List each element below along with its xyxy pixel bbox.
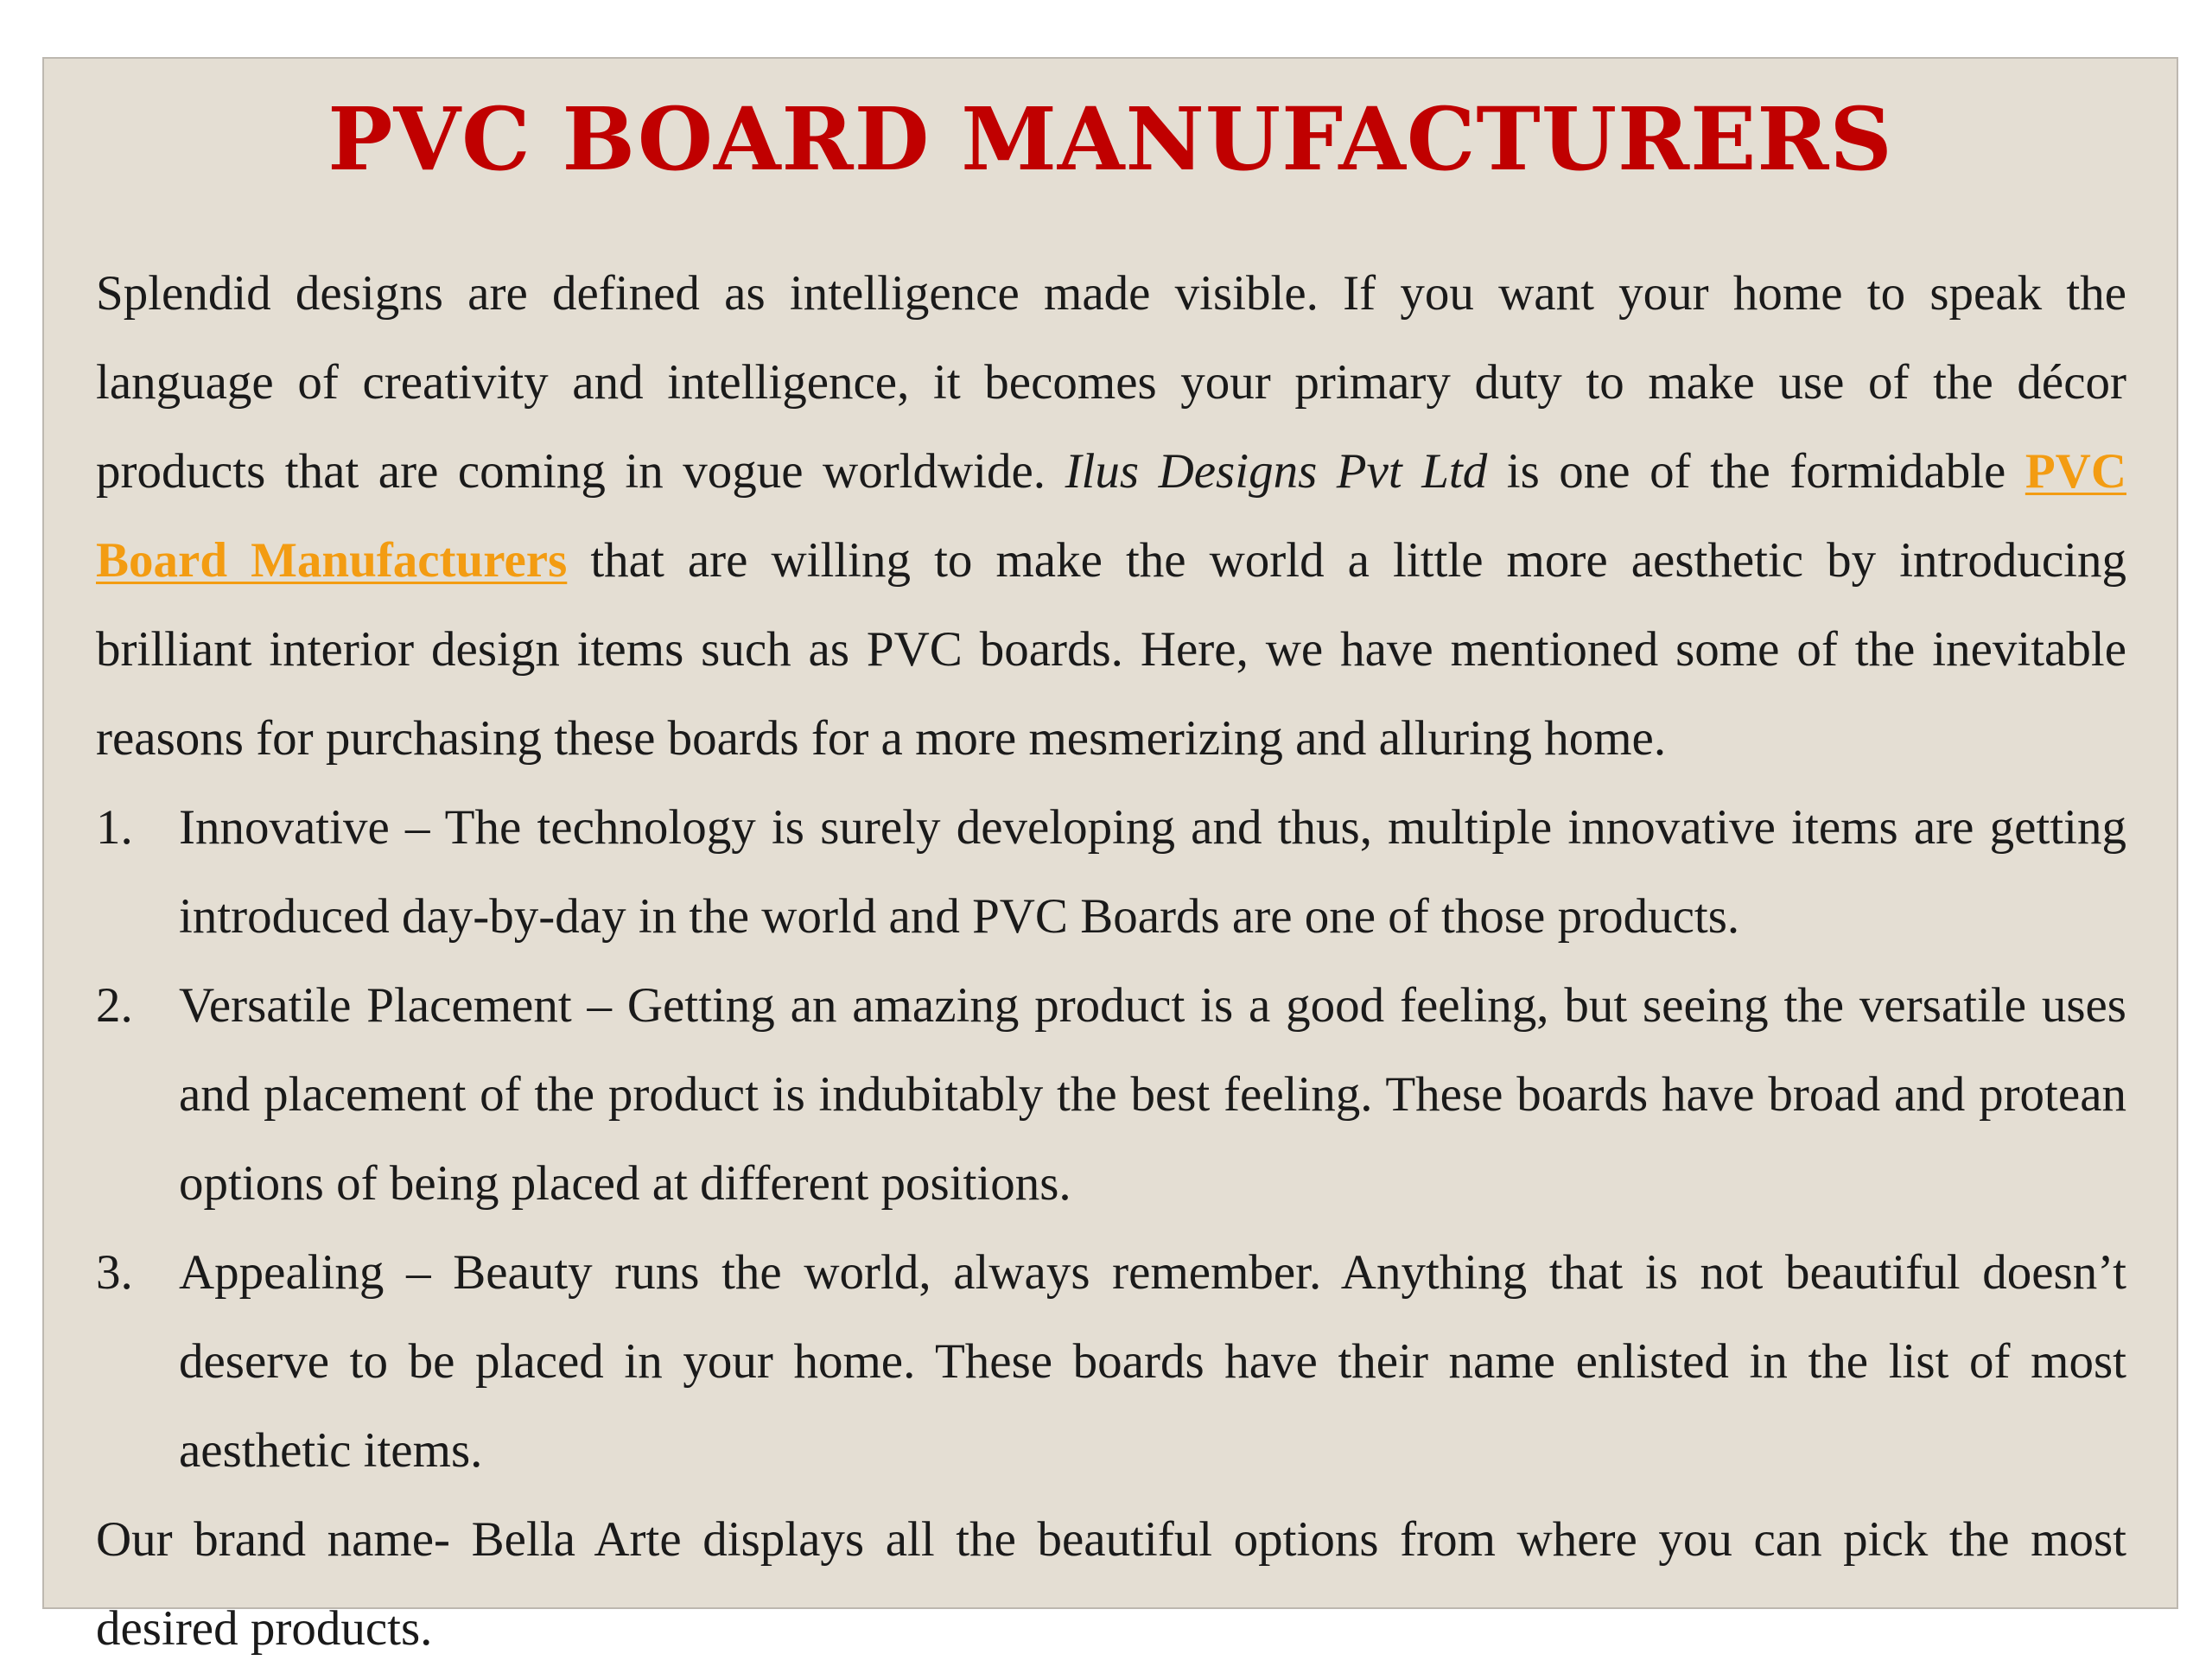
company-name: Ilus Designs Pvt Ltd: [1065, 444, 1488, 499]
intro-paragraph: [96, 249, 2126, 783]
list-item: [96, 783, 2126, 961]
list-item-number: 1.: [96, 800, 133, 855]
intro-text-part-2: is one of the formidable: [1487, 444, 2025, 499]
slide: [42, 57, 2178, 1656]
intro-text-part-1: Splendid designs are defined as intelligence made visible. If you want your home to speak the language of creativity and intelligence, it becomes your primary duty to make use of the décor products that are coming in vogue worldwide.: [96, 266, 2126, 499]
body-text: [96, 249, 2126, 1673]
reasons-list: [96, 783, 2126, 1495]
list-item-text: Versatile Placement – Getting an amazing product is a good feeling, but seeing the versatile uses and placement of the product is indubitably the best feeling. These boards have broad and protean options of being placed at different positions.: [179, 978, 2126, 1211]
pvc-board-manufacturers-link[interactable]: PVC Board Manufacturers: [96, 444, 2126, 588]
list-item: [96, 1228, 2126, 1495]
list-item-text: Appealing – Beauty runs the world, always remember. Anything that is not beautiful doesn’t deserve to be placed in your home. These boards have their name enlisted in the list of most aesthetic items.: [179, 1245, 2126, 1478]
closing-paragraph: Our brand name- Bella Arte displays all the beautiful options from where you can pick the most desired products.: [96, 1512, 2126, 1656]
page-title: PVC BOARD MANUFACTURERS: [327, 88, 1893, 190]
intro-text-part-3: that are willing to make the world a little more aesthetic by introducing brilliant interior design items such as PVC boards. Here, we have mentioned some of the inevitable reasons for purchasing these boards for a more mesmerizing and alluring home.: [96, 533, 2127, 766]
list-item: [96, 961, 2126, 1228]
list-item-number: 2.: [96, 978, 133, 1033]
list-item-number: 3.: [96, 1245, 133, 1300]
list-item-text: Innovative – The technology is surely developing and thus, multiple innovative items are getting introduced day-by-day in the world and PVC Boards are one of those products.: [179, 800, 2126, 944]
